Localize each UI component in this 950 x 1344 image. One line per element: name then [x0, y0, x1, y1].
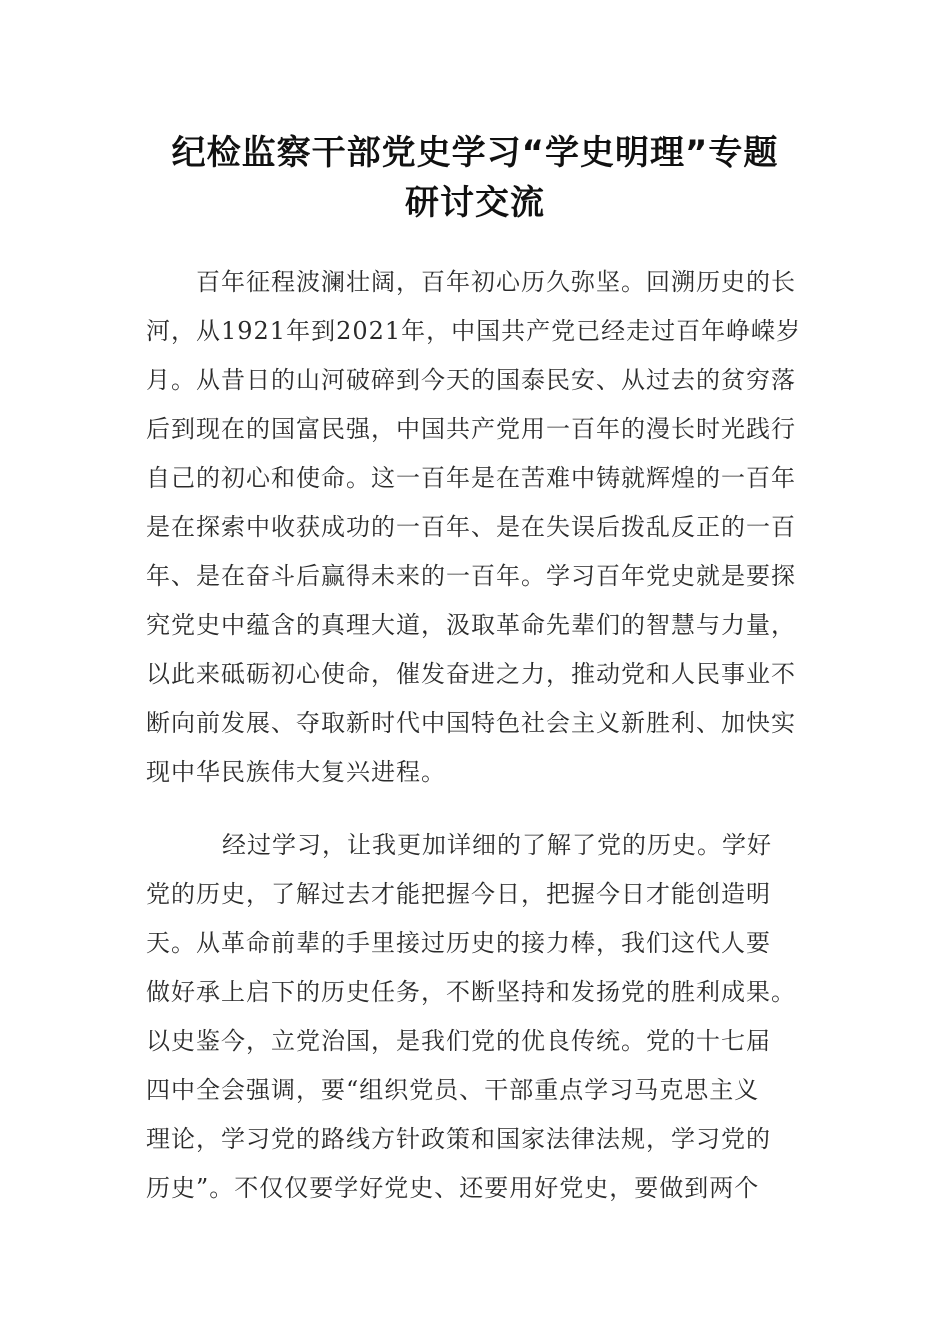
text-line: 现中华民族伟大复兴进程。: [146, 758, 446, 786]
text-line: 是在探索中收获成功的一百年、是在失误后拨乱反正的一百: [146, 513, 796, 541]
text-line: 党的历史，了解过去才能把握今日，把握今日才能创造明: [146, 880, 771, 908]
text-line: 四中全会强调，要“组织党员、干部重点学习马克思主义: [146, 1076, 760, 1104]
text-line: 月。从昔日的山河破碎到今天的国泰民安、从过去的贫穷落: [146, 366, 796, 394]
text-line: 天。从革命前辈的手里接过历史的接力棒，我们这代人要: [146, 929, 771, 957]
text-line: 以此来砥砺初心使命，催发奋进之力，推动党和人民事业不: [146, 660, 796, 688]
text-line: 断向前发展、夺取新时代中国特色社会主义新胜利、加快实: [146, 709, 796, 737]
document-title: [120, 128, 830, 228]
text-line: 自己的初心和使命。这一百年是在苦难中铸就辉煌的一百年: [146, 464, 796, 492]
paragraph: [146, 258, 816, 797]
paragraph: [146, 821, 796, 1213]
title-line: 纪检监察干部党史学习“学史明理”专题: [171, 133, 779, 173]
text-line: 经过学习，让我更加详细的了解了党的历史。学好: [222, 831, 772, 859]
text-line: 以史鉴今，立党治国，是我们党的优良传统。党的十七届: [146, 1027, 771, 1055]
text-line: 做好承上启下的历史任务，不断坚持和发扬党的胜利成果。: [146, 978, 796, 1006]
text-line: 后到现在的国富民强，中国共产党用一百年的漫长时光践行: [146, 415, 796, 443]
text-line: 百年征程波澜壮阔，百年初心历久弥坚。回溯历史的长: [196, 268, 796, 296]
text-line: 历史”。不仅仅要学好党史、还要用好党史，要做到两个: [146, 1174, 760, 1202]
text-line: 河，从1921年到2021年，中国共产党已经走过百年峥嵘岁: [146, 317, 802, 345]
text-line: 年、是在奋斗后赢得未来的一百年。学习百年党史就是要探: [146, 562, 796, 590]
text-line: 理论，学习党的路线方针政策和国家法律法规，学习党的: [146, 1125, 771, 1153]
title-line: 研讨交流: [405, 183, 545, 223]
text-line: 究党史中蕴含的真理大道，汲取革命先辈们的智慧与力量，: [146, 611, 796, 639]
